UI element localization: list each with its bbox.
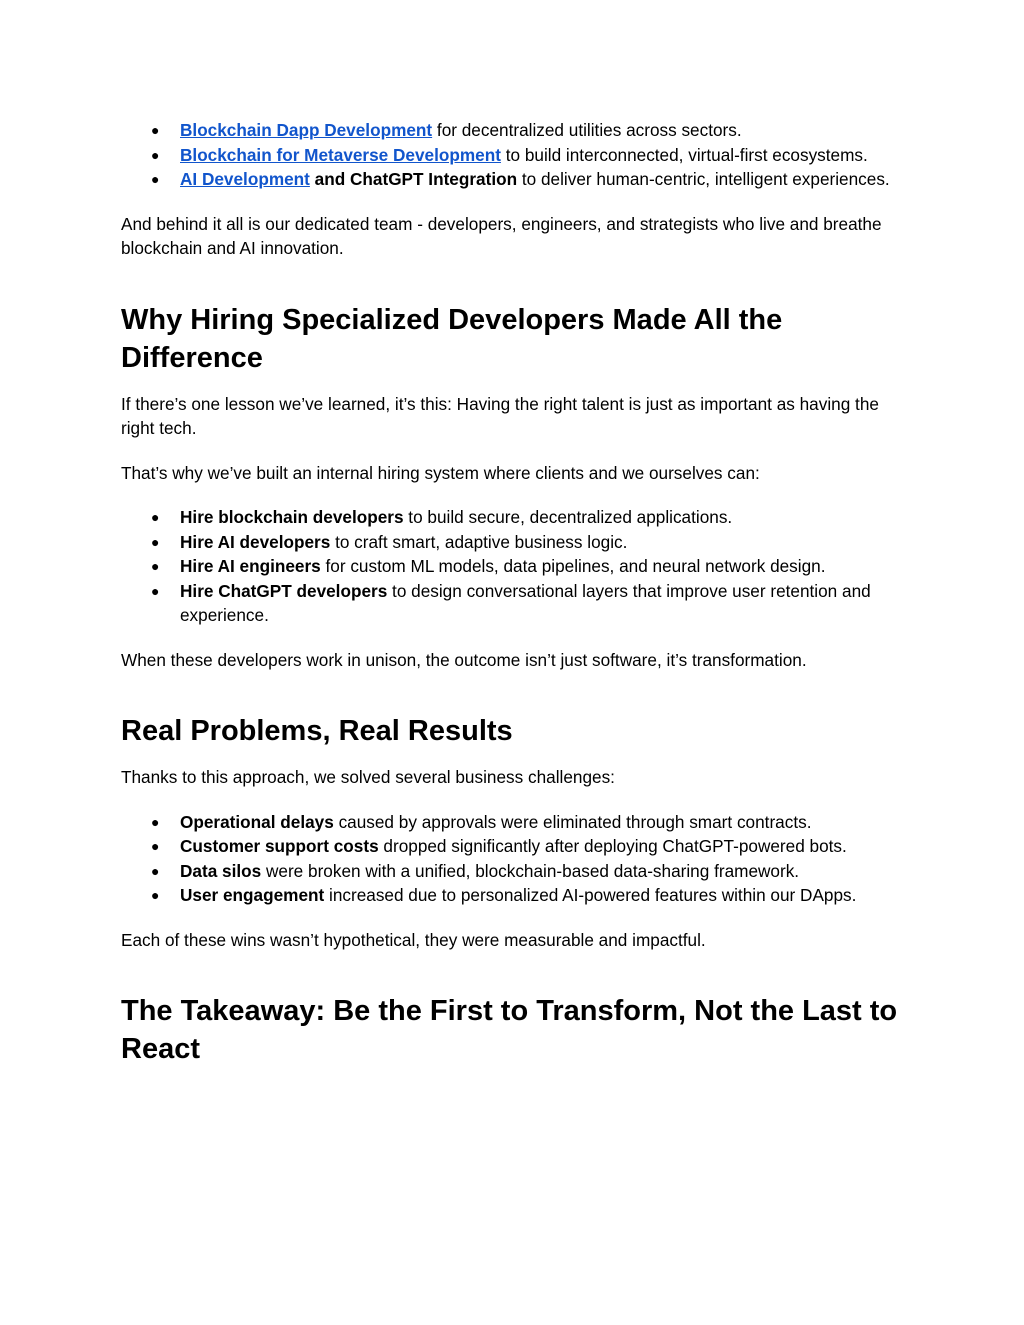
bullet-icon: ● [151, 509, 160, 525]
paragraph-results-lead: Thanks to this approach, we solved several business challenges: [121, 767, 615, 787]
bullet-icon: ● [151, 533, 160, 550]
list-item-text: increased due to personalized AI-powered features within our DApps. [324, 885, 857, 905]
link-blockchain-dapp-development[interactable]: Blockchain Dapp Development [180, 120, 433, 140]
list-item [121, 859, 906, 884]
list-item [121, 118, 906, 143]
list-item [121, 883, 906, 908]
document-page [121, 118, 906, 1068]
list-item-text: dropped significantly after deploying ChatGPT-powered bots. [378, 836, 847, 856]
list-item-bold-text: Data silos [180, 860, 262, 881]
paragraph-hiring-intro: If there’s one lesson we’ve learned, it’s this: Having the right talent is just as important as having the right tech. [121, 393, 879, 438]
heading-results: Real Problems, Real Results [121, 715, 513, 747]
bullet-icon: ● [151, 813, 160, 830]
list-item [121, 579, 906, 628]
list-item-bold-text: and ChatGPT Integration [309, 169, 518, 189]
bullet-icon: ● [151, 887, 160, 903]
list-item-text: to craft smart, adaptive business logic. [330, 531, 628, 552]
list-item [121, 834, 906, 859]
list-item-bold-text: Hire ChatGPT developers [180, 580, 388, 601]
list-item-text: were broken with a unified, blockchain-based data-sharing framework. [261, 860, 800, 881]
list-item-text: to deliver human-centric, intelligent experiences. [517, 169, 890, 189]
bullet-icon: ● [151, 582, 160, 599]
list-item-text: to build secure, decentralized applications. [403, 507, 733, 527]
bullet-icon: ● [151, 862, 160, 879]
paragraph-hiring-lead: That’s why we’ve built an internal hiring system where clients and we ourselves can: [121, 462, 760, 483]
bullet-icon: ● [151, 558, 160, 574]
paragraph-hiring-outro: When these developers work in unison, the outcome isn’t just software, it’s transformation. [121, 649, 807, 670]
list-item-bold-text: User engagement [180, 885, 325, 905]
list-item-text: to design conversational layers that improve user retention and experience. [180, 580, 871, 625]
heading-hiring: Why Hiring Specialized Developers Made All the Difference [121, 303, 783, 374]
link-blockchain-metaverse-development[interactable]: Blockchain for Metaverse Development [180, 144, 501, 165]
list-item [121, 810, 906, 835]
bullet-icon: ● [151, 838, 160, 854]
paragraph-results-outro: Each of these wins wasn’t hypothetical, they were measurable and impactful. [121, 929, 706, 950]
list-item-bold-text: Operational delays [180, 811, 334, 832]
list-item-bold-text: Hire AI engineers [180, 556, 321, 576]
hiring-list [121, 505, 906, 628]
list-item-text: for custom ML models, data pipelines, and neural network design. [320, 556, 826, 576]
bullet-icon: ● [151, 146, 160, 163]
heading-takeaway: The Takeaway: Be the First to Transform, Not the Last to React [121, 995, 898, 1065]
list-item-text: caused by approvals were eliminated through smart contracts. [333, 811, 812, 832]
list-item [121, 554, 906, 579]
list-item-bold-text: Hire blockchain developers [180, 507, 404, 527]
list-item-bold-text: Customer support costs [180, 836, 379, 856]
list-item-text: for decentralized utilities across sectors. [432, 120, 742, 140]
list-item-text: to build interconnected, virtual-first ecosystems. [500, 144, 868, 165]
bullet-icon: ● [151, 122, 160, 138]
bullet-icon: ● [151, 171, 160, 187]
link-ai-development[interactable]: AI Development [180, 169, 310, 189]
list-item-bold-text: Hire AI developers [180, 531, 331, 552]
list-item [121, 530, 906, 555]
paragraph-team: And behind it all is our dedicated team - developers, engineers, and strategists who live and breathe blockchain and AI innovation. [121, 213, 882, 258]
list-item [121, 505, 906, 530]
results-list [121, 810, 906, 908]
list-item [121, 167, 906, 192]
list-item [121, 143, 906, 168]
services-list [121, 118, 906, 192]
